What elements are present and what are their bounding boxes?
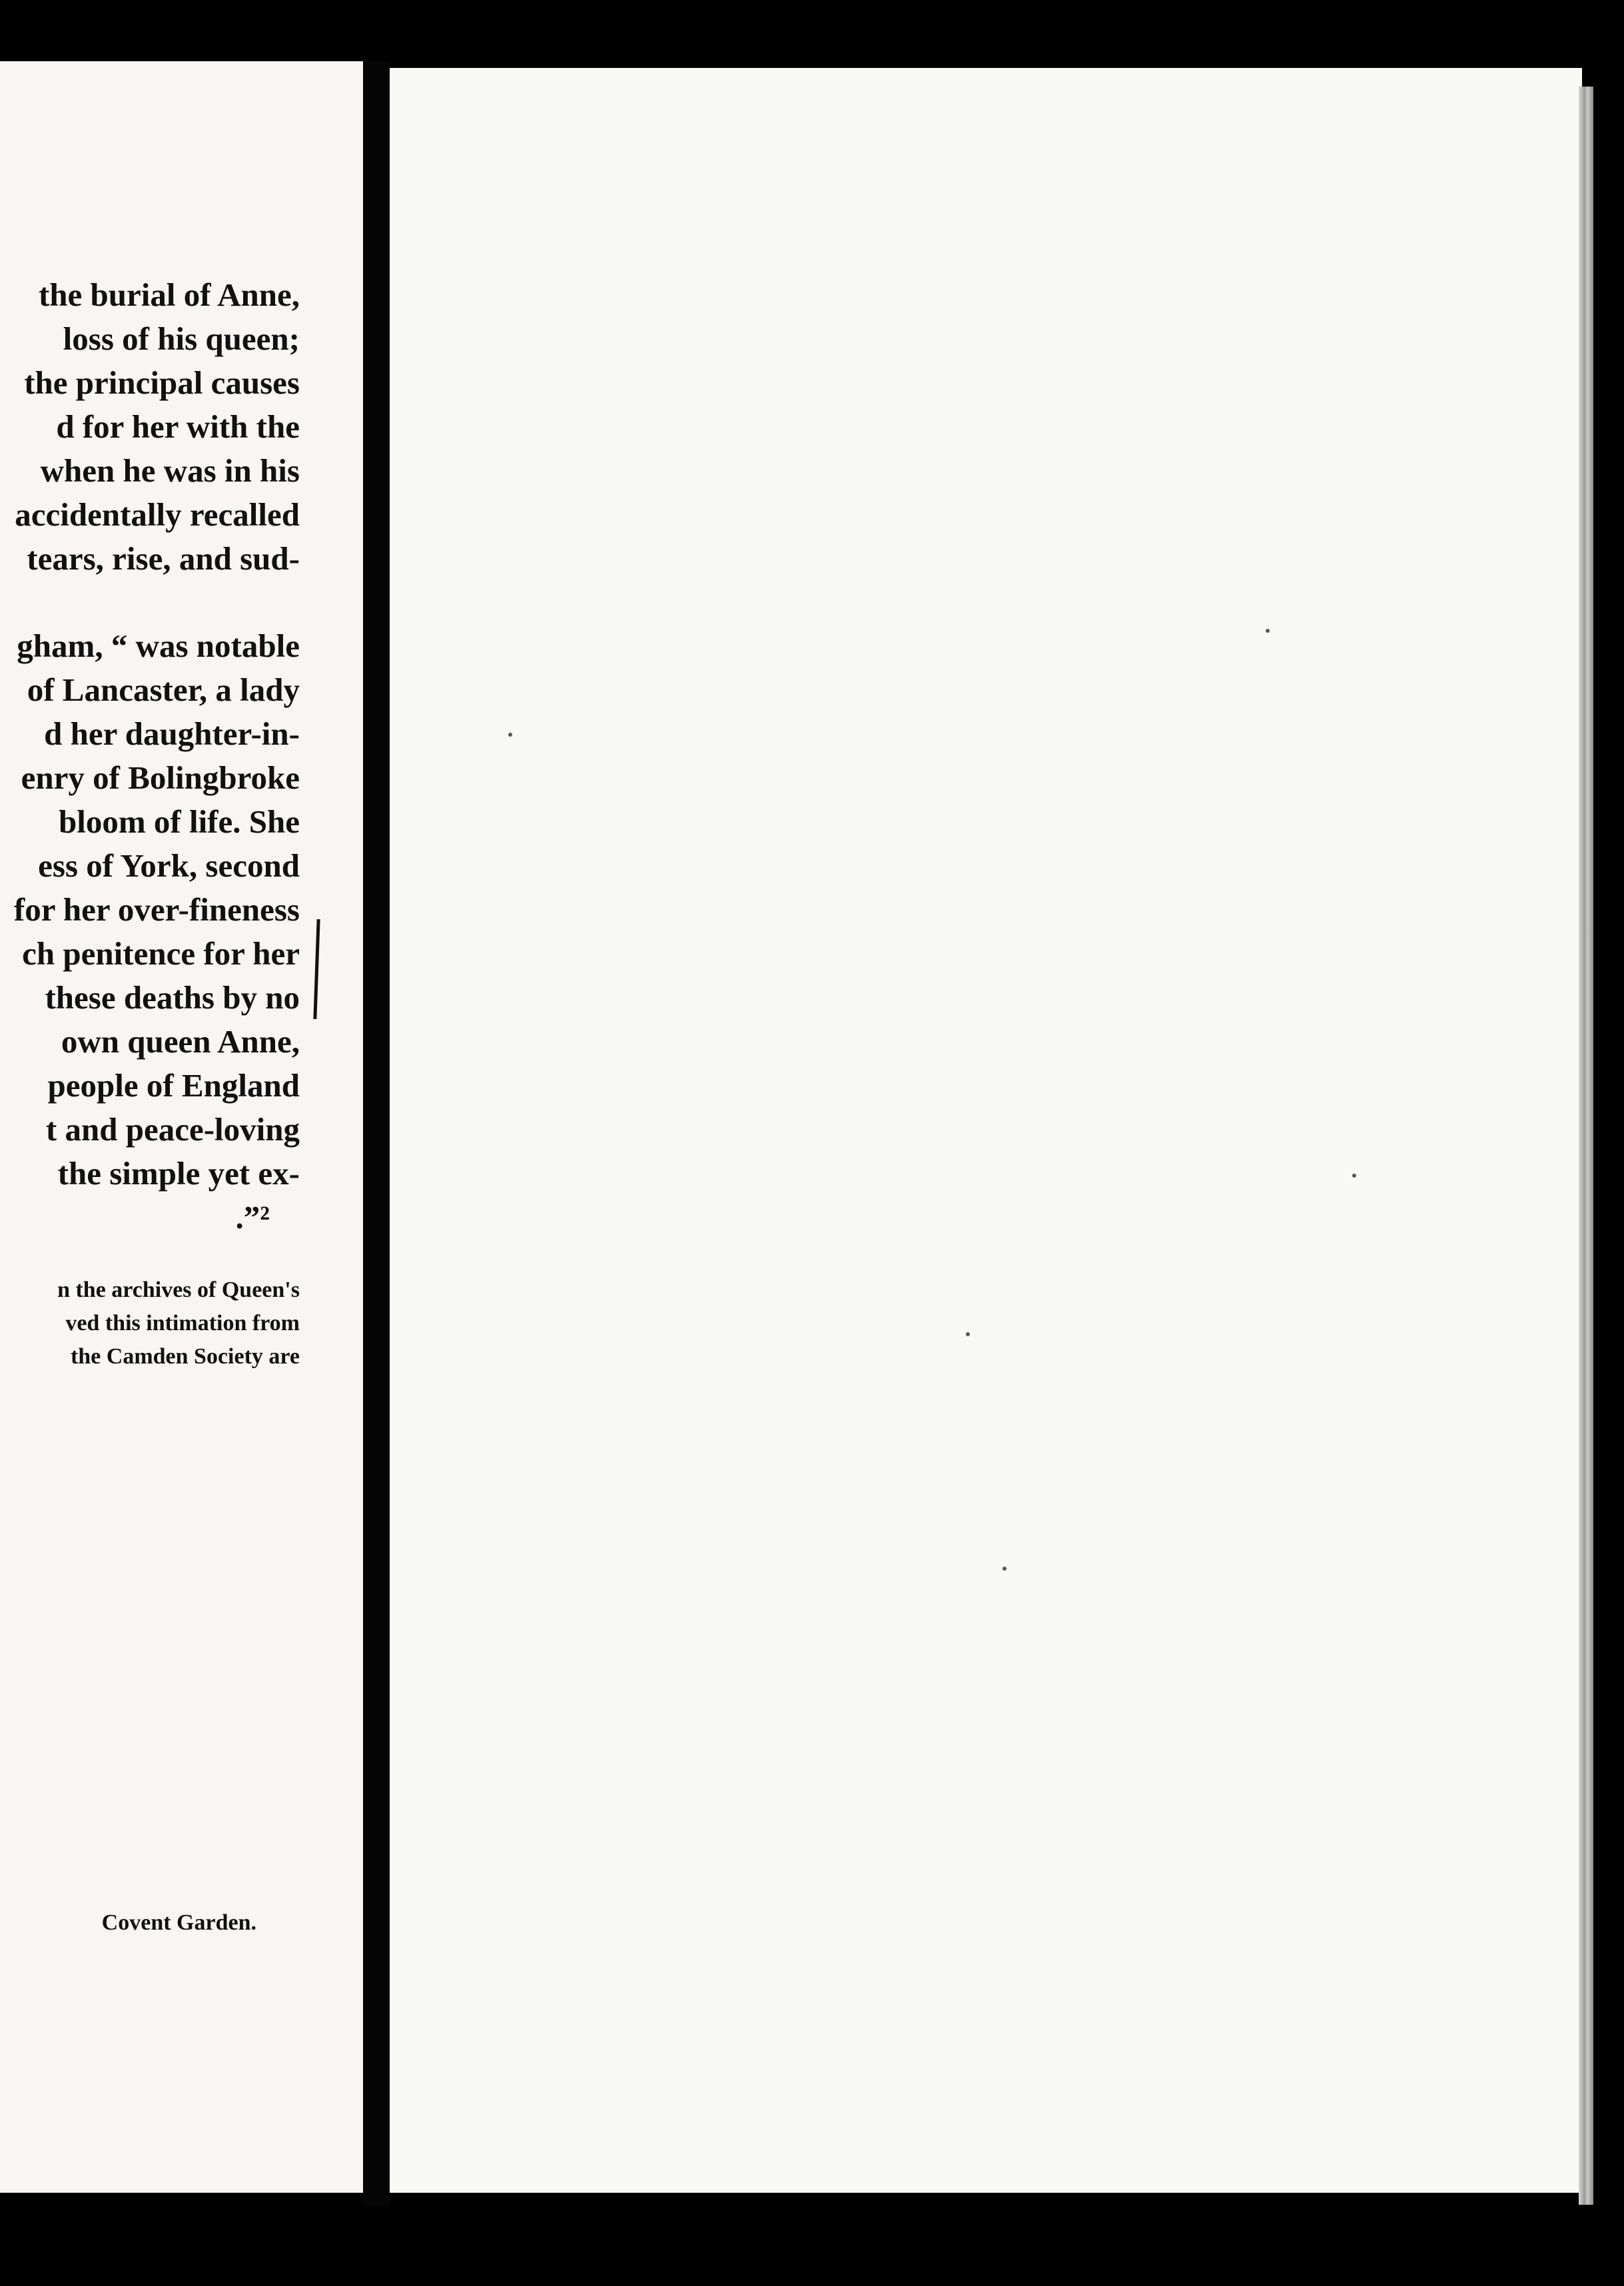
footnote-line: ved this intimation from xyxy=(65,1311,300,1335)
paper-speck xyxy=(1352,1174,1356,1178)
right-blank-page xyxy=(390,68,1582,2193)
body-line: d her daughter-in- xyxy=(44,715,300,752)
book-gutter xyxy=(363,61,390,2206)
page-edge-stack xyxy=(1579,87,1593,2205)
body-line: loss of his queen; xyxy=(63,320,300,357)
body-line: d for her with the xyxy=(56,408,300,445)
body-line: t and peace-loving xyxy=(45,1111,300,1148)
body-line: the burial of Anne, xyxy=(38,276,300,313)
body-line: gham, “ was notable xyxy=(17,627,300,664)
body-line: enry of Bolingbroke xyxy=(21,759,300,796)
left-book-page xyxy=(0,61,363,2193)
body-line: when he was in his xyxy=(40,452,300,489)
body-line: ch penitence for her xyxy=(22,935,300,972)
body-line: the simple yet ex- xyxy=(57,1155,300,1192)
printer-imprint: Covent Garden. xyxy=(101,1910,256,1935)
body-line: .”² xyxy=(235,1199,270,1236)
paper-speck xyxy=(508,733,512,737)
body-line: own queen Anne, xyxy=(61,1023,300,1060)
footnote-line: n the archives of Queen's xyxy=(57,1278,300,1302)
body-line: ess of York, second xyxy=(38,847,300,884)
footnote-line: the Camden Society are xyxy=(70,1344,300,1369)
body-line: for her over-fineness xyxy=(13,891,300,928)
body-line: the principal causes xyxy=(24,364,300,401)
paper-speck xyxy=(1266,629,1270,633)
body-line: bloom of life. She xyxy=(58,803,300,840)
paper-speck xyxy=(966,1332,970,1336)
body-line: accidentally recalled xyxy=(15,496,300,533)
body-line: tears, rise, and sud- xyxy=(27,540,300,577)
body-line: of Lancaster, a lady xyxy=(27,671,300,708)
paper-speck xyxy=(1003,1567,1007,1571)
body-line: people of England xyxy=(47,1067,300,1104)
body-line: these deaths by no xyxy=(45,979,300,1016)
